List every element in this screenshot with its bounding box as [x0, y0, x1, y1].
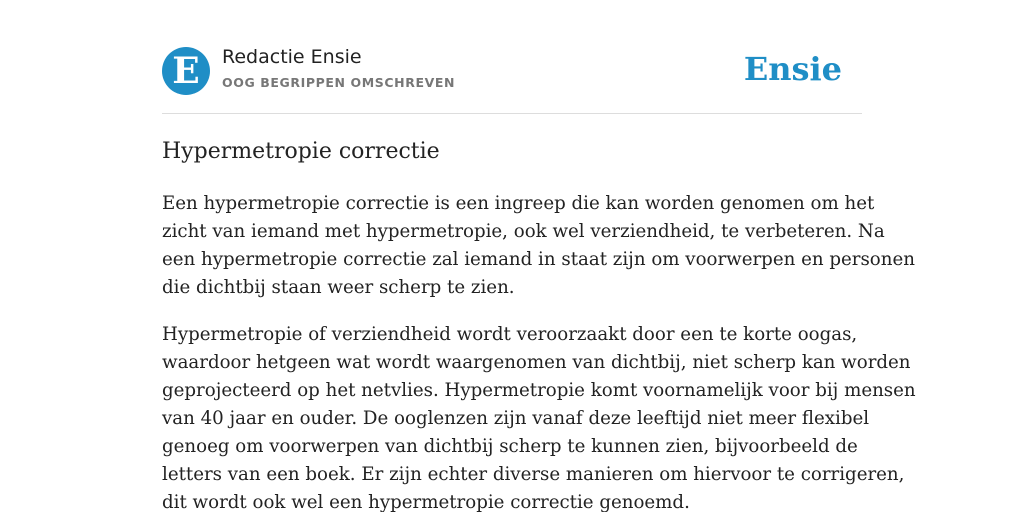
text-line: van 40 jaar en ouder. De ooglenzen zijn vanaf deze leeftijd niet meer flexibel: [162, 408, 870, 429]
text-line: zicht van iemand met hypermetropie, ook wel verziendheid, te verbeteren. Na: [162, 221, 885, 242]
brand-logo[interactable]: Ensie: [743, 50, 842, 88]
text-line: Een hypermetropie correctie is een ingreep die kan worden genomen om het: [162, 193, 875, 214]
author-avatar[interactable]: E: [162, 47, 210, 95]
text-line: een hypermetropie correctie zal iemand in staat zijn om voorwerpen en personen: [162, 249, 915, 270]
text-line: geprojecteerd op het netvlies. Hypermetropie komt voornamelijk voor bij mensen: [162, 380, 916, 401]
author-name[interactable]: Redactie Ensie: [222, 46, 362, 68]
text-line: genoeg om voorwerpen van dichtbij scherp te kunnen zien, bijvoorbeeld de: [162, 436, 858, 457]
divider: [162, 113, 862, 114]
header: [162, 46, 862, 96]
paragraph: [162, 190, 915, 302]
text-line: letters van een boek. Er zijn echter diverse manieren om hiervoor te corrigeren,: [162, 464, 905, 485]
paragraph: [162, 321, 916, 512]
text-line: die dichtbij staan weer scherp te zien.: [162, 277, 515, 298]
text-line: waardoor hetgeen wat wordt waargenomen van dichtbij, niet scherp kan worden: [162, 352, 911, 373]
article-title: Hypermetropie correctie: [162, 139, 440, 164]
text-line: dit wordt ook wel een hypermetropie correctie genoemd.: [162, 492, 690, 512]
article-body: [162, 190, 916, 512]
text-line: Hypermetropie of verziendheid wordt veroorzaakt door een te korte oogas,: [162, 324, 858, 345]
category-tagline[interactable]: OOG BEGRIPPEN OMSCHREVEN: [222, 75, 456, 90]
